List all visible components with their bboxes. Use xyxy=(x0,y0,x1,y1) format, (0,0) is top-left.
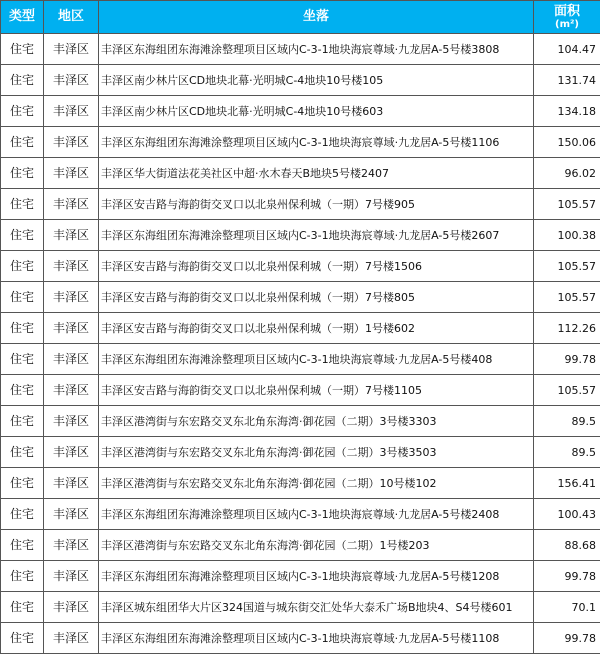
table-body xyxy=(1,34,600,654)
header-area-unit: (m²) xyxy=(555,18,579,30)
cell-location: 丰泽区东海组团东海滩涂整理项目区域内C-3-1地块海宸尊域·九龙居A-5号楼1108 xyxy=(99,623,534,654)
cell-area: 100.43 xyxy=(534,499,600,530)
cell-area: 105.57 xyxy=(534,189,600,220)
cell-type: 住宅 xyxy=(1,530,44,561)
cell-area: 156.41 xyxy=(534,468,600,499)
table-row xyxy=(1,313,600,344)
table-row xyxy=(1,437,600,468)
cell-type: 住宅 xyxy=(1,406,44,437)
cell-location: 丰泽区东海组团东海滩涂整理项目区域内C-3-1地块海宸尊域·九龙居A-5号楼2408 xyxy=(99,499,534,530)
cell-type: 住宅 xyxy=(1,561,44,592)
cell-type: 住宅 xyxy=(1,127,44,158)
cell-district: 丰泽区 xyxy=(44,220,99,251)
cell-type: 住宅 xyxy=(1,344,44,375)
cell-type: 住宅 xyxy=(1,592,44,623)
cell-district: 丰泽区 xyxy=(44,127,99,158)
cell-location: 丰泽区东海组团东海滩涂整理项目区域内C-3-1地块海宸尊域·九龙居A-5号楼2607 xyxy=(99,220,534,251)
cell-location: 丰泽区港湾街与东宏路交叉东北角东海湾·御花园（二期）1号楼203 xyxy=(99,530,534,561)
cell-type: 住宅 xyxy=(1,65,44,96)
table-row xyxy=(1,468,600,499)
cell-district: 丰泽区 xyxy=(44,344,99,375)
cell-type: 住宅 xyxy=(1,96,44,127)
cell-district: 丰泽区 xyxy=(44,65,99,96)
table-row xyxy=(1,34,600,65)
cell-area: 99.78 xyxy=(534,344,600,375)
cell-district: 丰泽区 xyxy=(44,437,99,468)
table-row xyxy=(1,561,600,592)
cell-area: 131.74 xyxy=(534,65,600,96)
cell-location: 丰泽区港湾街与东宏路交叉东北角东海湾·御花园（二期）3号楼3303 xyxy=(99,406,534,437)
cell-area: 105.57 xyxy=(534,375,600,406)
cell-type: 住宅 xyxy=(1,499,44,530)
cell-type: 住宅 xyxy=(1,158,44,189)
cell-location: 丰泽区城东组团华大片区324国道与城东街交汇处华大泰禾广场B地块4、S4号楼601 xyxy=(99,592,534,623)
cell-type: 住宅 xyxy=(1,189,44,220)
table-row xyxy=(1,499,600,530)
table-row xyxy=(1,623,600,654)
table-row xyxy=(1,530,600,561)
cell-location: 丰泽区东海组团东海滩涂整理项目区域内C-3-1地块海宸尊域·九龙居A-5号楼408 xyxy=(99,344,534,375)
cell-district: 丰泽区 xyxy=(44,530,99,561)
cell-area: 96.02 xyxy=(534,158,600,189)
table-row xyxy=(1,158,600,189)
table-row xyxy=(1,282,600,313)
cell-location: 丰泽区东海组团东海滩涂整理项目区域内C-3-1地块海宸尊域·九龙居A-5号楼1106 xyxy=(99,127,534,158)
table-row xyxy=(1,65,600,96)
cell-type: 住宅 xyxy=(1,251,44,282)
cell-area: 104.47 xyxy=(534,34,600,65)
cell-location: 丰泽区南少林片区CD地块北幕·光明城C-4地块10号楼603 xyxy=(99,96,534,127)
cell-area: 70.1 xyxy=(534,592,600,623)
cell-area: 150.06 xyxy=(534,127,600,158)
cell-type: 住宅 xyxy=(1,468,44,499)
cell-location: 丰泽区安吉路与海韵街交叉口以北泉州保利城（一期）7号楼905 xyxy=(99,189,534,220)
cell-location: 丰泽区安吉路与海韵街交叉口以北泉州保利城（一期）7号楼1105 xyxy=(99,375,534,406)
cell-area: 134.18 xyxy=(534,96,600,127)
table-row xyxy=(1,251,600,282)
cell-district: 丰泽区 xyxy=(44,96,99,127)
cell-area: 105.57 xyxy=(534,282,600,313)
cell-district: 丰泽区 xyxy=(44,561,99,592)
cell-location: 丰泽区华大街道法花美社区中超·水木春天B地块5号楼2407 xyxy=(99,158,534,189)
cell-district: 丰泽区 xyxy=(44,623,99,654)
cell-location: 丰泽区东海组团东海滩涂整理项目区域内C-3-1地块海宸尊域·九龙居A-5号楼3808 xyxy=(99,34,534,65)
table-row xyxy=(1,344,600,375)
cell-area: 99.78 xyxy=(534,561,600,592)
table-row xyxy=(1,375,600,406)
header-location: 坐落 xyxy=(99,1,534,34)
header-row xyxy=(1,1,600,34)
cell-district: 丰泽区 xyxy=(44,282,99,313)
cell-location: 丰泽区安吉路与海韵街交叉口以北泉州保利城（一期）1号楼602 xyxy=(99,313,534,344)
cell-district: 丰泽区 xyxy=(44,158,99,189)
cell-type: 住宅 xyxy=(1,313,44,344)
header-area-label: 面积 xyxy=(553,3,580,19)
cell-type: 住宅 xyxy=(1,623,44,654)
cell-location: 丰泽区南少林片区CD地块北幕·光明城C-4地块10号楼105 xyxy=(99,65,534,96)
header-district: 地区 xyxy=(44,1,99,34)
header-area xyxy=(534,1,600,34)
cell-district: 丰泽区 xyxy=(44,499,99,530)
table-row xyxy=(1,406,600,437)
cell-area: 99.78 xyxy=(534,623,600,654)
table-row xyxy=(1,127,600,158)
cell-district: 丰泽区 xyxy=(44,406,99,437)
table-row xyxy=(1,189,600,220)
cell-area: 89.5 xyxy=(534,437,600,468)
cell-type: 住宅 xyxy=(1,282,44,313)
cell-district: 丰泽区 xyxy=(44,468,99,499)
cell-district: 丰泽区 xyxy=(44,189,99,220)
cell-district: 丰泽区 xyxy=(44,251,99,282)
cell-area: 112.26 xyxy=(534,313,600,344)
cell-area: 105.57 xyxy=(534,251,600,282)
cell-area: 88.68 xyxy=(534,530,600,561)
table-row xyxy=(1,220,600,251)
cell-location: 丰泽区港湾街与东宏路交叉东北角东海湾·御花园（二期）3号楼3503 xyxy=(99,437,534,468)
cell-type: 住宅 xyxy=(1,437,44,468)
cell-location: 丰泽区港湾街与东宏路交叉东北角东海湾·御花园（二期）10号楼102 xyxy=(99,468,534,499)
cell-district: 丰泽区 xyxy=(44,375,99,406)
cell-location: 丰泽区安吉路与海韵街交叉口以北泉州保利城（一期）7号楼1506 xyxy=(99,251,534,282)
cell-district: 丰泽区 xyxy=(44,592,99,623)
header-type: 类型 xyxy=(1,1,44,34)
table-row xyxy=(1,96,600,127)
cell-type: 住宅 xyxy=(1,375,44,406)
cell-location: 丰泽区安吉路与海韵街交叉口以北泉州保利城（一期）7号楼805 xyxy=(99,282,534,313)
cell-district: 丰泽区 xyxy=(44,34,99,65)
cell-type: 住宅 xyxy=(1,34,44,65)
cell-area: 100.38 xyxy=(534,220,600,251)
cell-location: 丰泽区东海组团东海滩涂整理项目区域内C-3-1地块海宸尊域·九龙居A-5号楼1208 xyxy=(99,561,534,592)
table-row xyxy=(1,592,600,623)
cell-type: 住宅 xyxy=(1,220,44,251)
cell-district: 丰泽区 xyxy=(44,313,99,344)
cell-area: 89.5 xyxy=(534,406,600,437)
